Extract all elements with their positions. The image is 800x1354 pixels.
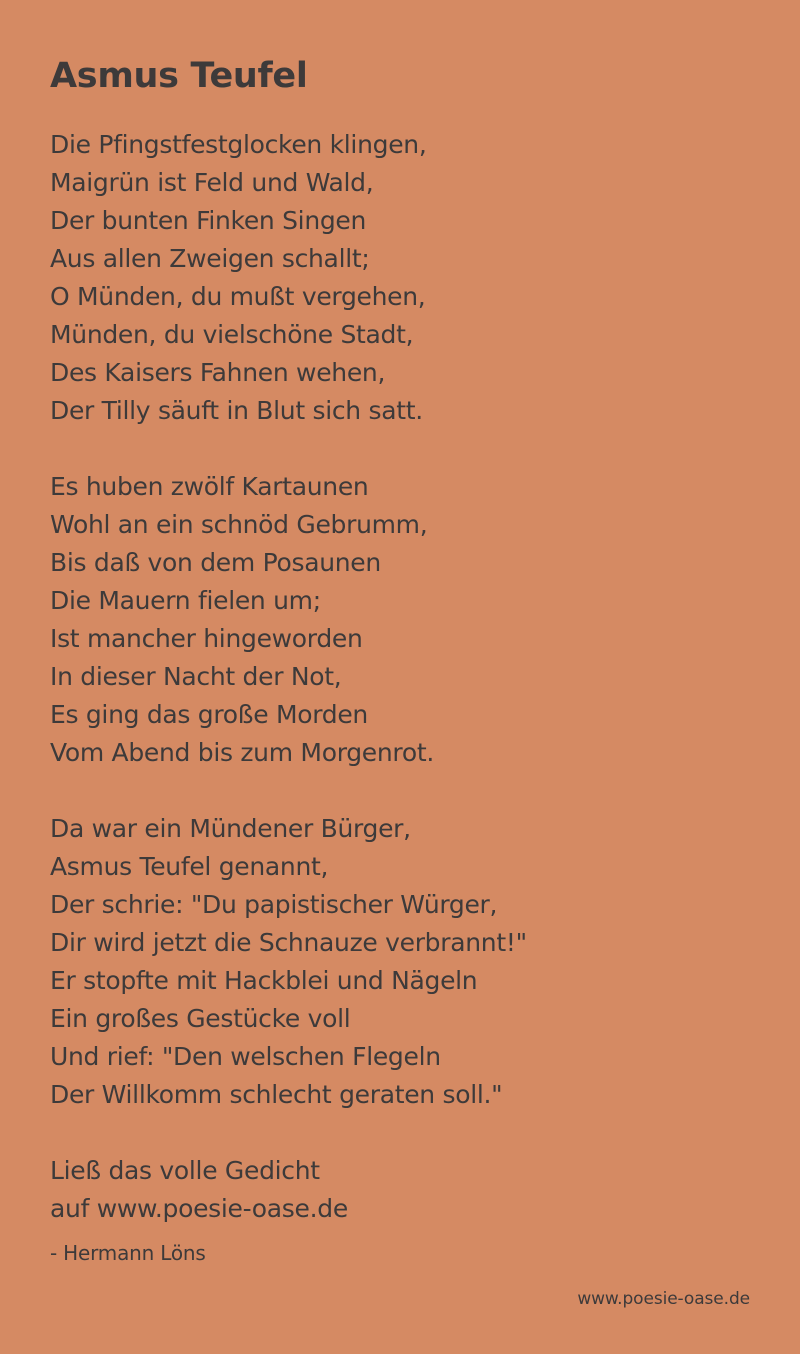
stanza-1: [50, 126, 770, 430]
poem-line: Der bunten Finken Singen: [50, 206, 367, 235]
cta-line-link: auf www.poesie-oase.de: [50, 1194, 348, 1223]
poem-body: [50, 126, 770, 1152]
stanza-2: [50, 468, 770, 772]
poem-line: Maigrün ist Feld und Wald,: [50, 168, 374, 197]
cta-line: Ließ das volle Gedicht: [50, 1156, 320, 1185]
poem-title: Asmus Teufel: [50, 56, 308, 96]
poem-line: Ein großes Gestücke voll: [50, 1004, 351, 1033]
stanza-3: [50, 810, 770, 1114]
poem-line: Asmus Teufel genannt,: [50, 852, 329, 881]
poem-line: In dieser Nacht der Not,: [50, 662, 342, 691]
poem-line: Bis daß von dem Posaunen: [50, 548, 381, 577]
poem-line: Es huben zwölf Kartaunen: [50, 472, 369, 501]
poem-line: Dir wird jetzt die Schnauze verbrannt!": [50, 928, 527, 957]
poem-line: Da war ein Mündener Bürger,: [50, 814, 411, 843]
poem-line: Der Tilly säuft in Blut sich satt.: [50, 396, 423, 425]
site-watermark: www.poesie-oase.de: [577, 1289, 750, 1309]
poem-line: Die Pfingstfestglocken klingen,: [50, 130, 427, 159]
poem-line: Vom Abend bis zum Morgenrot.: [50, 738, 434, 767]
poem-line: Des Kaisers Fahnen wehen,: [50, 358, 386, 387]
poem-line: Die Mauern fielen um;: [50, 586, 321, 615]
poem-line: Aus allen Zweigen schallt;: [50, 244, 370, 273]
poem-line: Wohl an ein schnöd Gebrumm,: [50, 510, 428, 539]
read-full-poem-note: [50, 1152, 348, 1228]
poem-line: Und rief: "Den welschen Flegeln: [50, 1042, 441, 1071]
poem-author: - Hermann Löns: [50, 1241, 206, 1265]
poem-line: Ist mancher hingeworden: [50, 624, 363, 653]
poem-line: Er stopfte mit Hackblei und Nägeln: [50, 966, 478, 995]
poem-line: Der Willkomm schlecht geraten soll.": [50, 1080, 503, 1109]
poem-line: Es ging das große Morden: [50, 700, 368, 729]
poem-line: O Münden, du mußt vergehen,: [50, 282, 426, 311]
poem-line: Der schrie: "Du papistischer Würger,: [50, 890, 498, 919]
poem-line: Münden, du vielschöne Stadt,: [50, 320, 414, 349]
